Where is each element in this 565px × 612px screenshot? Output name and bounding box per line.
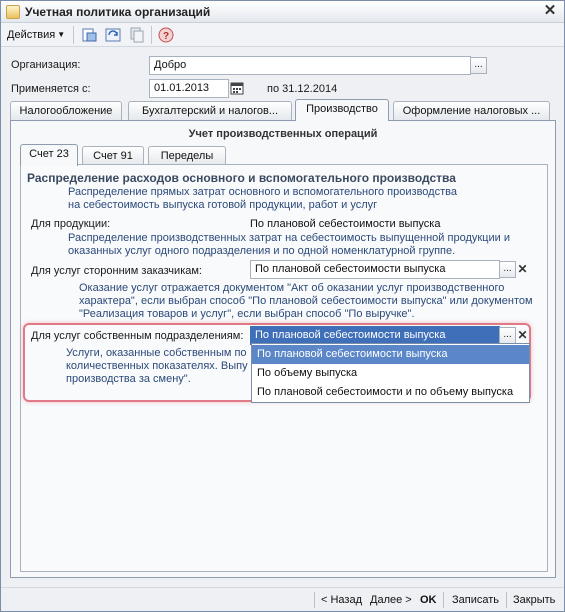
end-date-text: по 31.12.2014 [267,83,338,95]
sub-tabs [20,146,548,166]
app-icon [6,5,20,19]
toolbar [1,23,564,47]
footer-separator [443,592,444,608]
close-icon[interactable]: ✕ [543,2,557,19]
tab-stages[interactable]: Переделы [148,146,226,166]
hint-own-3: производства за смену". [66,373,191,385]
tab-production[interactable]: Производство [295,99,389,121]
actions-label: Действия [7,29,56,41]
organization-field[interactable]: Добро [149,56,471,75]
actions-menu-button[interactable] [5,27,67,43]
window-title: Учетная политика организаций [25,5,211,19]
own-services-field[interactable]: По плановой себестоимости выпуска [250,326,500,345]
section-heading: Распределение расходов основного и вспомогательного производства [27,171,456,185]
tab-account-23[interactable]: Счет 23 [20,144,78,166]
tab-accounting[interactable]: Бухгалтерский и налогов... [128,101,292,121]
main-tabs [10,101,556,121]
external-services-field[interactable]: По плановой себестоимости выпуска [250,260,500,279]
toolbar-separator [151,26,152,44]
panel-title: Учет производственных операций [188,128,378,140]
hint-direct-costs-1: Распределение прямых затрат основного и вспомогательного производства [68,186,457,198]
title-bar [1,1,564,23]
start-date-field[interactable]: 01.01.2013 [149,79,229,98]
hint-products-1: Распределение производственных затрат на себестоимость выпущенной продукции и [68,232,510,244]
chevron-down-icon: ▼ [57,30,66,40]
external-services-select-button[interactable]: ... [499,261,516,278]
organization-label: Организация: [11,59,81,71]
dropdown-option-planned-and-volume[interactable]: По плановой себестоимости и по объему выпуска [257,386,514,398]
applies-from-label: Применяется с: [11,83,91,95]
post-document-icon[interactable] [81,27,97,43]
hint-external-3: "Реализация товаров и услуг", если выбран способ "По выручке". [79,308,415,320]
own-services-select-button[interactable]: ... [499,327,516,344]
products-value: По плановой себестоимости выпуска [250,218,441,230]
external-services-clear-icon[interactable]: ✕ [517,262,528,276]
svg-text:?: ? [162,31,170,42]
hint-own-1: Услуги, оказанные собственным по [66,347,247,359]
dialog-footer [1,587,564,611]
own-services-label: Для услуг собственным подразделениям: [31,330,244,342]
tab-account-91[interactable]: Счет 91 [82,146,144,166]
close-button[interactable]: Закрыть [513,594,556,606]
external-services-label: Для услуг сторонним заказчикам: [31,265,202,277]
ok-button[interactable]: OK [420,594,437,606]
help-icon[interactable] [158,27,174,43]
hint-external-2: характера", если выбран способ "По плановой себестоимости выпуска" или документом [79,295,533,307]
distribution-method-dropdown [251,343,530,403]
back-button[interactable]: < Назад [321,594,362,606]
tab-taxation[interactable]: Налогообложение [10,101,122,121]
calendar-icon[interactable] [230,81,246,97]
hint-products-2: оказанных услуг одного подразделения и по одной номенклатурной группе. [68,245,456,257]
organization-select-button[interactable]: ... [470,57,487,74]
hint-external-1: Оказание услуг отражается документом "Акт об оказании услуг производственного [79,282,505,294]
footer-separator [314,592,315,608]
toolbar-separator [73,26,74,44]
hint-direct-costs-2: на себестоимость выпуска готовой продукции, работ и услуг [68,199,378,211]
tab-tax-forms[interactable]: Оформление налоговых ... [393,101,550,121]
dropdown-option-volume[interactable]: По объему выпуска [257,367,358,379]
refresh-icon[interactable] [105,27,121,43]
next-button[interactable]: Далее > [370,594,412,606]
copy-icon[interactable] [129,27,145,43]
dropdown-option-planned-cost[interactable]: По плановой себестоимости выпуска [252,345,529,364]
products-label: Для продукции: [31,218,111,230]
save-button[interactable]: Записать [452,594,500,606]
hint-own-2: количественных показателях. Выпу [66,360,248,372]
own-services-clear-icon[interactable]: ✕ [517,328,528,342]
footer-separator [506,592,507,608]
